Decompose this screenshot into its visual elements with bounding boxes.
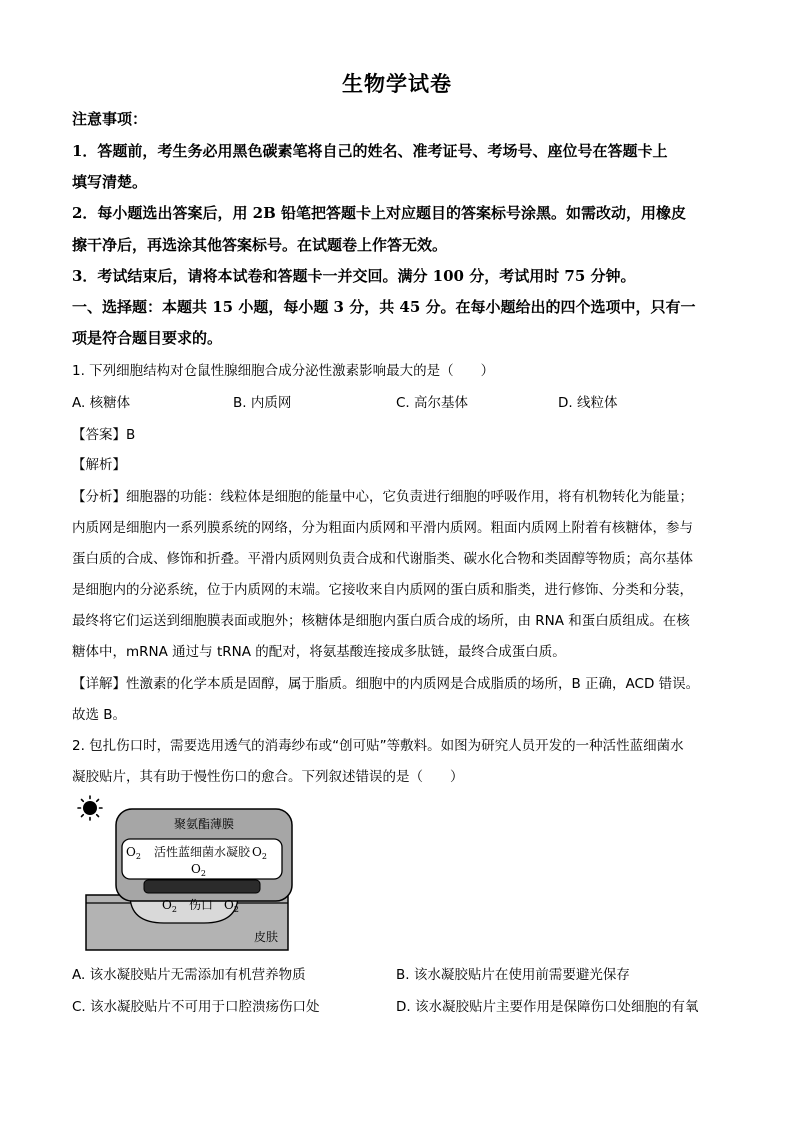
o2-label-wound-right: $O_2$ <box>224 898 239 914</box>
fenxi-text: 细胞器的功能：线粒体是细胞的能量中心，它负责进行细胞的呼吸作用，将有机物转化为能量； <box>126 489 693 505</box>
q1-fenxi-line-6: 糖体中，mRNA 通过与 tRNA 的配对，将氨基酸连接成多肽链，最终合成蛋白质。 <box>72 644 566 660</box>
wound-label: 伤口 <box>188 898 214 912</box>
o2-label-wound-left: $O_2$ <box>162 898 177 914</box>
q2-stem-line-1: 2. 包扎伤口时，需要选用透气的消毒纱布或“创可贴”等敷料。如图为研究人员开发的一种活性蓝细菌水 <box>72 738 684 754</box>
section-1-heading-line-1: 一、选择题：本题共 15 小题，每小题 3 分，共 45 分。在每小题给出的四个选项中，只有一 <box>72 298 696 316</box>
q1-answer <box>72 423 135 443</box>
q1-option-a: A. 核糖体 <box>72 395 131 411</box>
q2-option-a: A. 该水凝胶贴片无需添加有机营养物质 <box>72 967 306 983</box>
q1-option-b: B. 内质网 <box>233 395 292 411</box>
o2-label-left: $O_2$ <box>126 845 141 861</box>
notice-item-2-line-1: 2．每小题选出答案后，用 2B 铅笔把答题卡上对应题目的答案标号涂黑。如需改动，用橡皮 <box>72 204 687 222</box>
o2-label-right: $O_2$ <box>252 845 267 861</box>
answer-value: B <box>126 427 136 443</box>
gel-label: 活性蓝细菌水凝胶 <box>153 845 251 859</box>
page-title: 生物学试卷 <box>342 71 452 96</box>
q1-fenxi-line-5: 最终将它们运送到细胞膜表面或胞外；核糖体是细胞内蛋白质合成的场所，由 RNA 和蛋白质组成。在核 <box>72 613 690 629</box>
fenxi-tag: 【分析】 <box>72 489 126 505</box>
q1-option-d: D. 线粒体 <box>558 395 618 411</box>
q1-stem: 1. 下列细胞结构对仓鼠性腺细胞合成分泌性激素影响最大的是（ ） <box>72 363 495 379</box>
answer-tag: 【答案】 <box>72 427 126 443</box>
q1-fenxi-line-4: 是细胞内的分泌系统，位于内质网的末端。它接收来自内质网的蛋白质和脂类，进行修饰、分类和分装， <box>72 582 693 598</box>
xiangjie-text: 性激素的化学本质是固醇，属于脂质。细胞中的内质网是合成脂质的场所，B 正确，ACD 错误。 <box>126 676 700 692</box>
q2-option-c: C. 该水凝胶贴片不可用于口腔溃疡伤口处 <box>72 999 320 1015</box>
xiangjie-tag: 【详解】 <box>72 676 126 692</box>
dark-pad <box>144 880 260 893</box>
notice-item-3: 3．考试结束后，请将本试卷和答题卡一并交回。满分 100 分，考试用时 75 分钟。 <box>72 267 636 285</box>
q1-option-c: C. 高尔基体 <box>396 395 469 411</box>
q1-fenxi-line-3: 蛋白质的合成、修饰和折叠。平滑内质网则负责合成和代谢脂类、碳水化合物和类固醇等物质；高尔基体 <box>72 551 693 567</box>
q2-option-d: D. 该水凝胶贴片主要作用是保障伤口处细胞的有氧 <box>396 999 699 1015</box>
skin-label: 皮肤 <box>253 930 279 944</box>
o2-label-center: $O_2$ <box>191 862 206 878</box>
hydrogel-patch-figure <box>72 795 302 955</box>
notice-heading: 注意事项： <box>72 110 148 128</box>
q2-option-b: B. 该水凝胶贴片在使用前需要避光保存 <box>396 967 630 983</box>
q2-stem-line-2: 凝胶贴片，其有助于慢性伤口的愈合。下列叙述错误的是（ ） <box>72 769 464 785</box>
notice-item-1-line-2: 填写清楚。 <box>72 173 148 191</box>
section-1-heading-line-2: 项是符合题目要求的。 <box>72 329 223 347</box>
q1-xiangjie-line-2: 故选 B。 <box>72 707 127 723</box>
q1-xiangjie-line-1 <box>72 672 699 692</box>
q1-analysis-tag: 【解析】 <box>72 457 126 473</box>
notice-item-2-line-2: 擦干净后，再选涂其他答案标号。在试题卷上作答无效。 <box>72 236 448 254</box>
sun-icon <box>78 796 102 820</box>
membrane-label: 聚氨酯薄膜 <box>173 817 235 831</box>
notice-item-1-line-1: 1．答题前，考生务必用黑色碳素笔将自己的姓名、准考证号、考场号、座位号在答题卡上 <box>72 142 668 160</box>
q1-fenxi-line-2: 内质网是细胞内一系列膜系统的网络，分为粗面内质网和平滑内质网。粗面内质网上附着有核糖体，参与 <box>72 520 693 536</box>
q1-fenxi-line-1 <box>72 485 693 505</box>
